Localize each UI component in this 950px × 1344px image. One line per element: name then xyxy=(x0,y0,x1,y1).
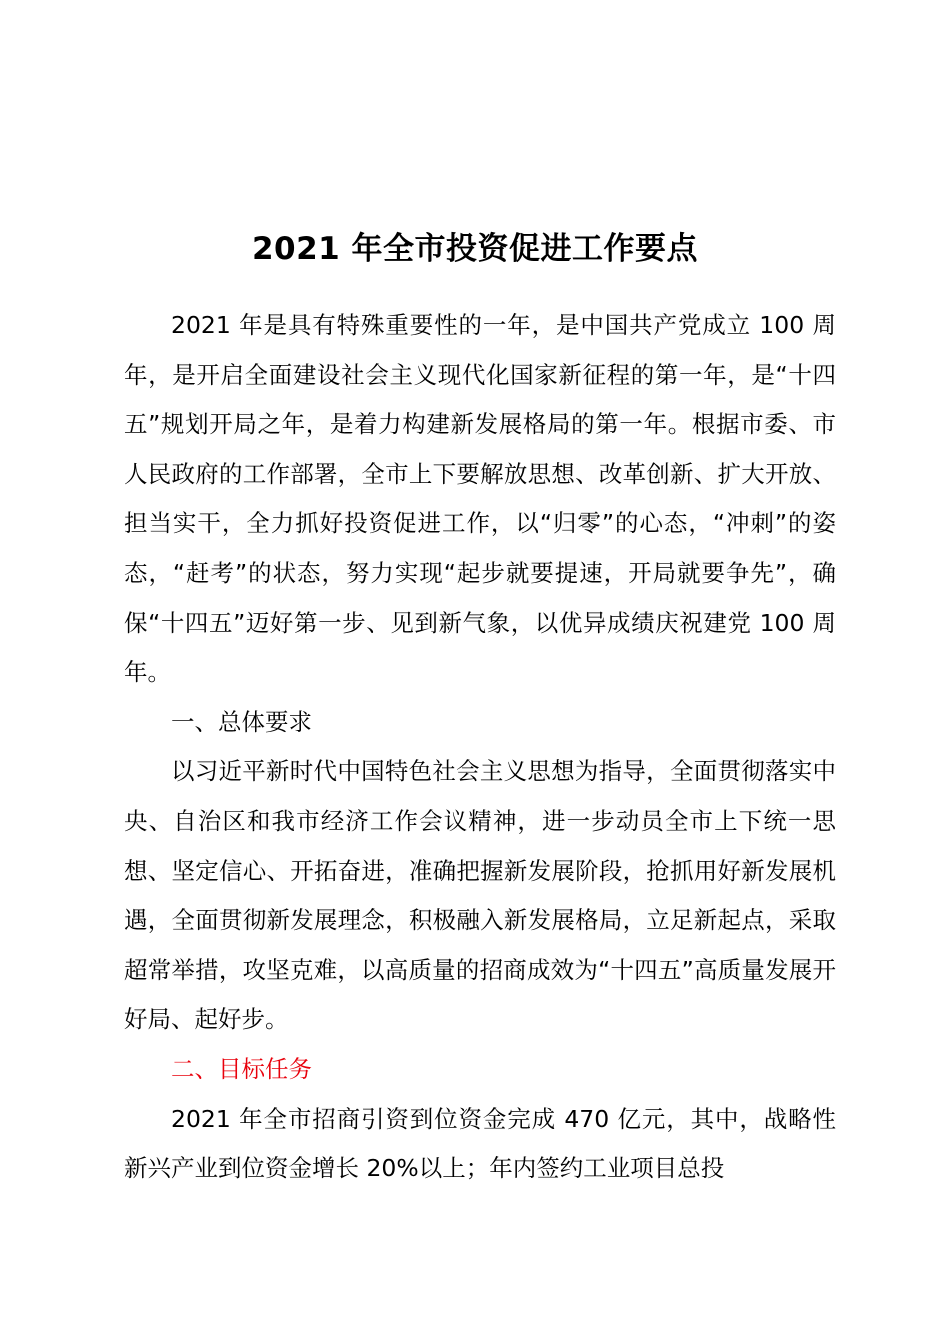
paragraph-targets: 2021 年全市招商引资到位资金完成 470 亿元，其中，战略性新兴产业到位资金增长 20%以上；年内签约工业项目总投 xyxy=(124,1104,836,1183)
paragraph-intro: 2021 年是具有特殊重要性的一年，是中国共产党成立 100 周年，是开启全面建设社会主义现代化国家新征程的第一年，是“十四五”规划开局之年，是着力构建新发展格局的第一年。根据市委、市人民政府的工作部署，全市上下要解放思想、改革创新、扩大开放、担当实干，全力抓好投资促进工作，以“归零”的心态，“冲刺”的姿态，“赶考”的状态，努力实现“起步就要提速，开局就要争先”，确保“十四五”迈好第一步、见到新气象，以优异成绩庆祝建党 100 周年。 xyxy=(124,311,836,687)
document-body xyxy=(124,301,836,1194)
paragraph-overall-requirements: 以习近平新时代中国特色社会主义思想为指导，全面贯彻落实中央、自治区和我市经济工作会议精神，进一步动员全市上下统一思想、坚定信心、开拓奋进，准确把握新发展阶段，抢抓用好新发展机遇，全面贯彻新发展理念，积极融入新发展格局，立足新起点，采取超常举措，攻坚克难，以高质量的招商成效为“十四五”高质量发展开好局、起好步。 xyxy=(124,757,836,1034)
section-heading-targets: 二、目标任务 xyxy=(171,1054,312,1083)
document-title: 2021 年全市投资促进工作要点 xyxy=(251,231,699,267)
section-heading-overall-requirements: 一、总体要求 xyxy=(171,707,312,736)
